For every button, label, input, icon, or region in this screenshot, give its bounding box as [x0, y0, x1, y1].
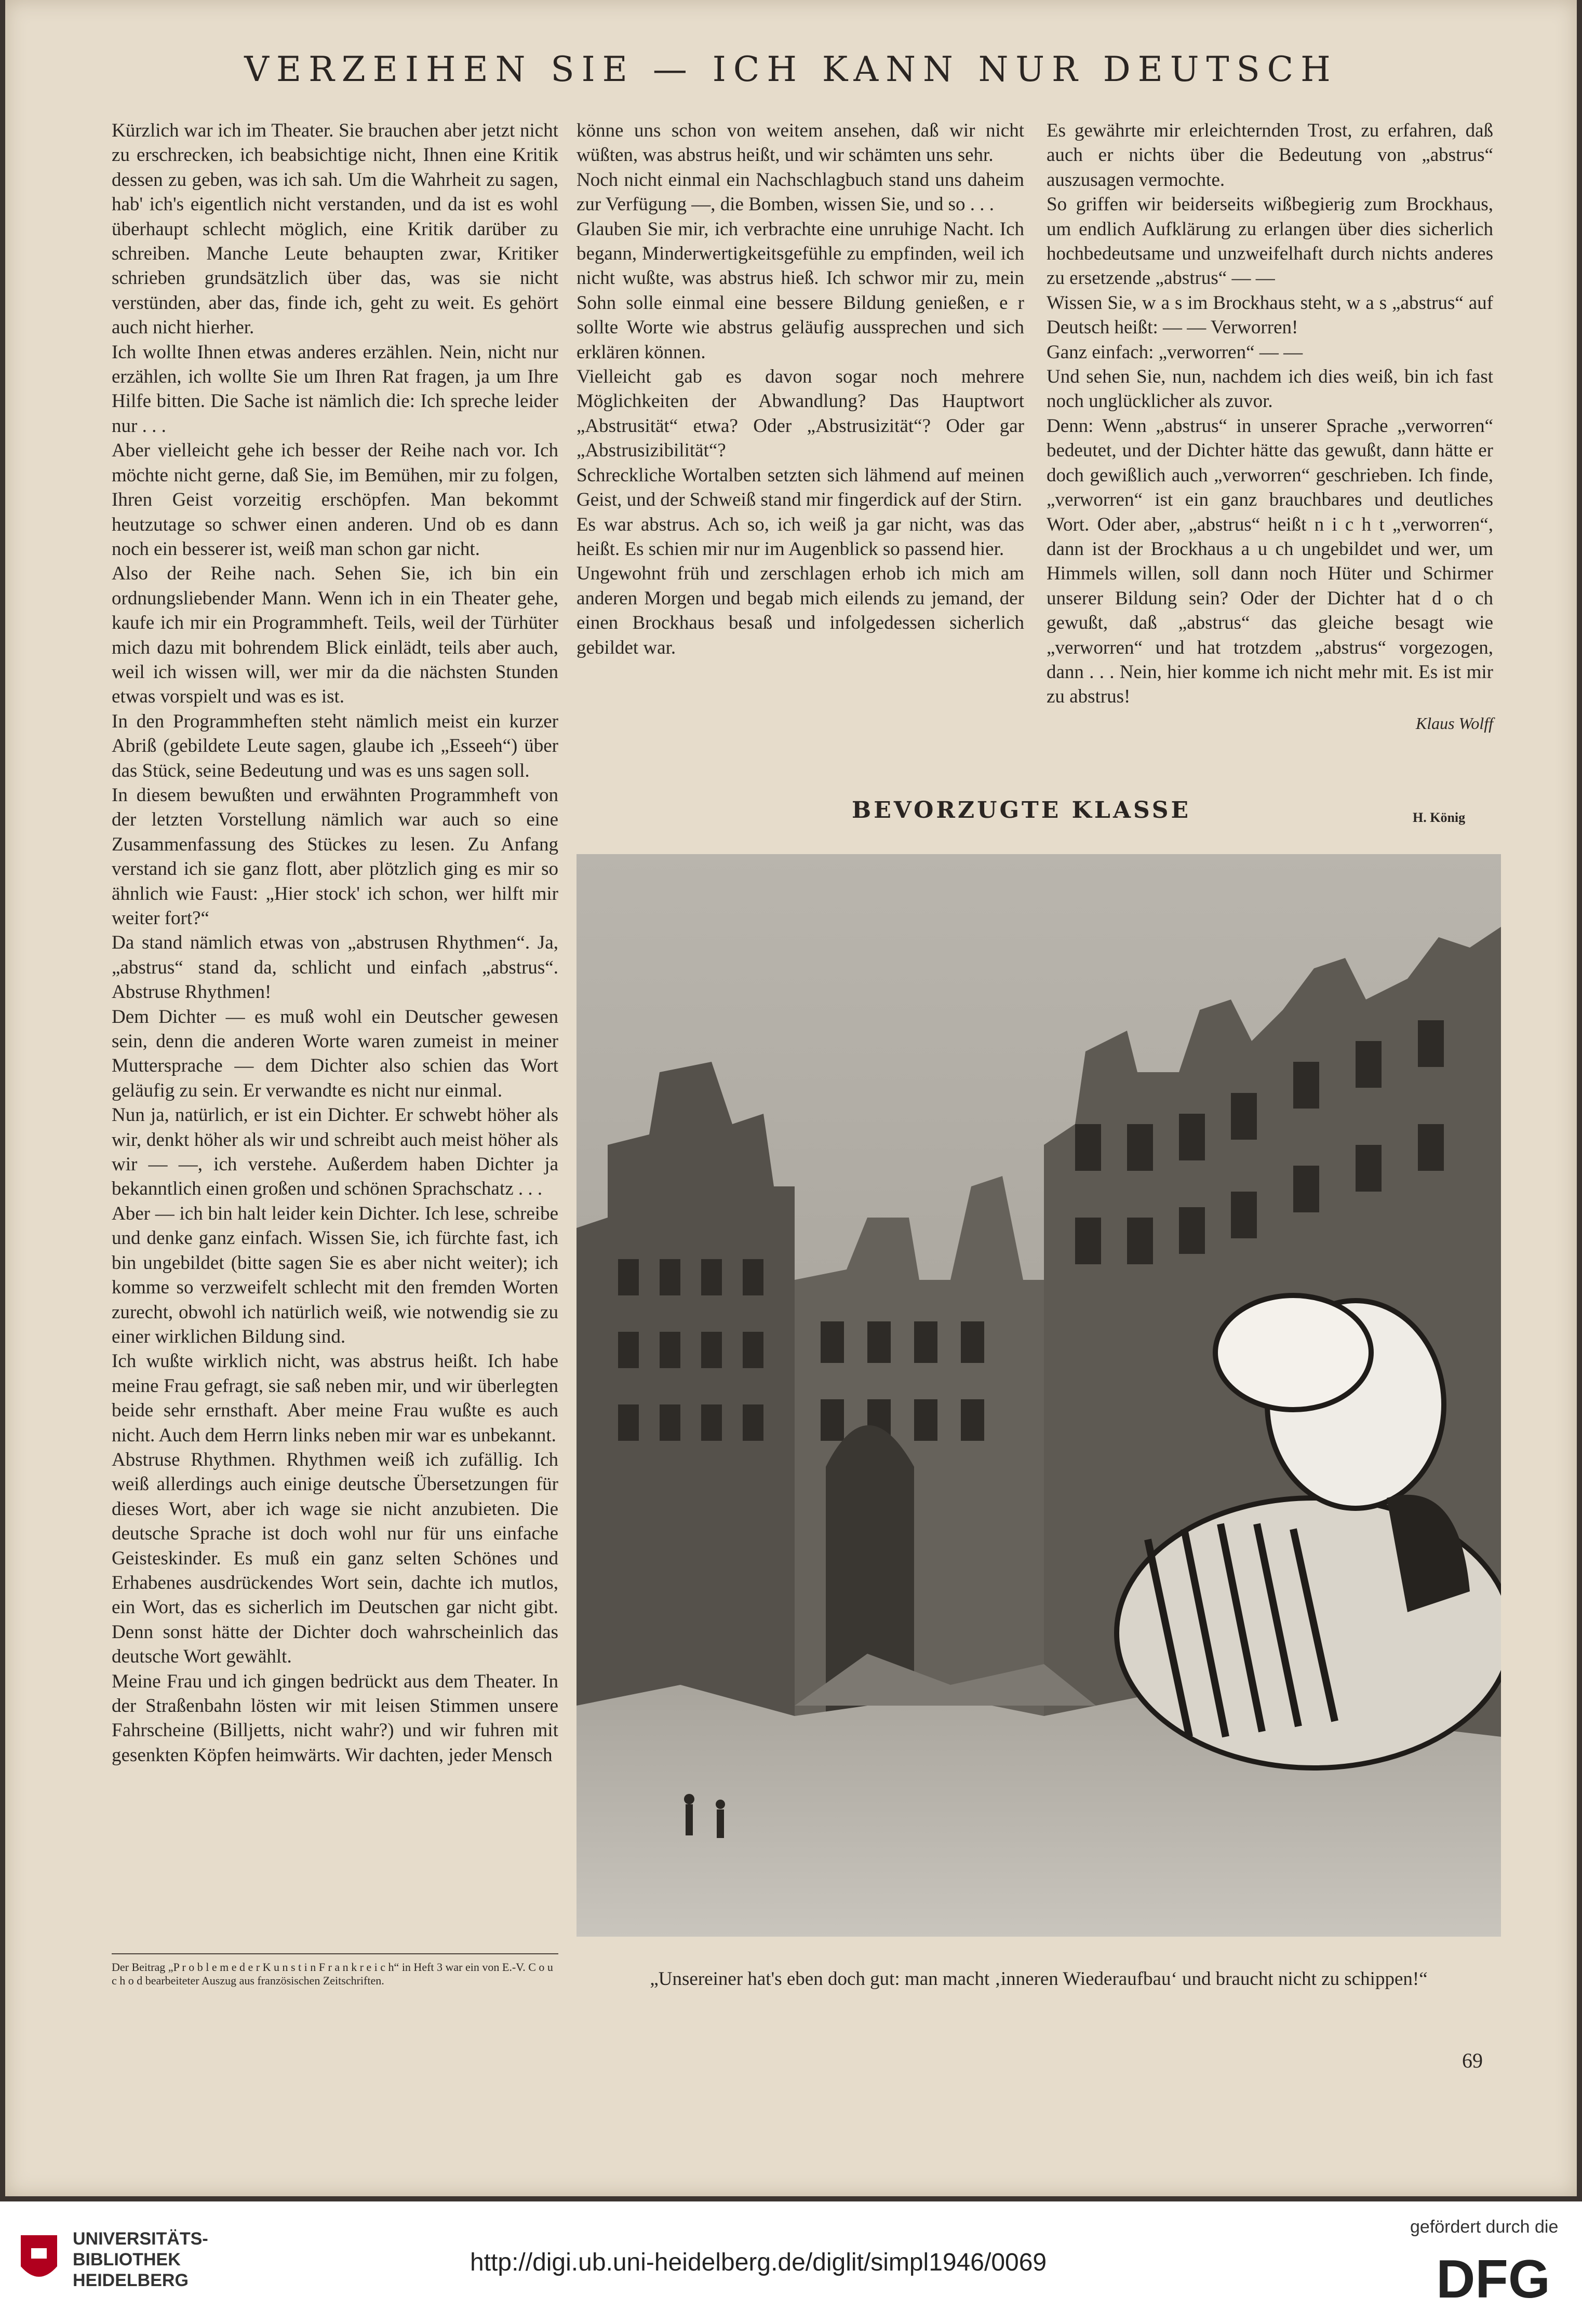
paragraph: Meine Frau und ich gingen bedrückt aus dem Theater. In der Straßenbahn lösten wir mit leisen Stimmen unsere Fahrscheine (Billjetts, nicht wahr?) und wir fuhren mit gesenkten Köpfen heimwärts. Wir dachten, jeder Mensch [112, 1670, 558, 1766]
paragraph: Schreckliche Wortalben setzten sich lähmend auf meinen Geist, und der Schweiß stand mir fingerdick auf der Stirn. [577, 464, 1024, 511]
article-column-2 [577, 118, 1024, 660]
page-number: 69 [1462, 2049, 1483, 2072]
cartoon-caption: „Unsereiner hat's eben doch gut: man macht ‚inneren Wiederaufbau‘ und braucht nicht zu schippen!“ [650, 1968, 1428, 1990]
university-seal-icon [16, 2230, 62, 2292]
funded-by-label: gefördert durch die [1410, 2217, 1559, 2237]
paragraph: Aber vielleicht gehe ich besser der Reihe nach vor. Ich möchte nicht gerne, daß Sie, im Bemühen, mir zu folgen, Ihren Geist vorzeitig erschöpfen. Man bekommt heutzutage so schwer einen anderen. Und ob es dann noch ein besserer ist, weiß man schon gar nicht. [112, 440, 558, 560]
paragraph: Es gewährte mir erleichternden Trost, zu erfahren, daß auch er nichts über die Bedeutung von „abstrus“ auszusagen vermochte. [1047, 120, 1493, 191]
paragraph: Dem Dichter — es muß wohl ein Deutscher gewesen sein, denn die anderen Worte waren zumeist in meiner Muttersprache — dem Dichter also schien das Wort geläufig zu sein. Er verwandte es nicht nur einmal. [112, 1006, 558, 1101]
paragraph: Da stand nämlich etwas von „abstrusen Rhythmen“. Ja, „abstrus“ stand da, schlicht und einfach „abstrus“. Abstruse Rhythmen! [112, 932, 558, 1003]
paragraph: könne uns schon von weitem ansehen, daß wir nicht wüßten, was abstrus heißt, und wir schämten uns sehr. [577, 120, 1024, 166]
paragraph: Kürzlich war ich im Theater. Sie brauchen aber jetzt nicht zu erschrecken, ich beabsichtige nicht, Ihnen eine Kritik dessen zu geben, was ich sah. Um die Wahrheit zu sagen, hab' ich's eigentlich nicht verstanden, und da ist es wohl überhaupt schlecht möglich, eine Kritik darüber zu schreiben. Manche Leute behaupten zwar, Kritiker schrieben grundsätzlich über das, was sie nicht verstünden, aber das, finde ich, geht zu weit. Es gehört auch nicht hierher. [112, 120, 558, 339]
paragraph: Ich wußte wirklich nicht, was abstrus heißt. Ich habe meine Frau gefragt, sie saß neben mir, und wir überlegten beide sehr ernsthaft. Aber meine Frau wußte es auch nicht. Auch dem Herrn links neben mir war es unbekannt. [112, 1350, 558, 1446]
paragraph: Ungewohnt früh und zerschlagen erhob ich mich am anderen Morgen und begab mich eilends zu jemand, der einen Brockhaus besaß und infolgedessen sicherlich gebildet war. [577, 563, 1024, 658]
paragraph: Ich wollte Ihnen etwas anderes erzählen. Nein, nicht nur erzählen, ich wollte Sie um Ihren Rat fragen, ja um Ihre Hilfe bitten. Die Sache ist nämlich die: Ich spreche leider nur . . . [112, 341, 558, 437]
paragraph: Glauben Sie mir, ich verbrachte eine unruhige Nacht. Ich begann, Minderwertigkeitsgefühle zu empfinden, weil ich nicht wußte, was abstrus hieß. Ich schwor mir zu, mein Sohn solle einmal eine bessere Bildung genießen, e r sollte Worte wie abstrus geläufig aussprechen und sich erklären können. [577, 218, 1024, 363]
source-url-link[interactable]: http://digi.ub.uni-heidelberg.de/diglit/simpl1946/0069 [470, 2249, 1047, 2276]
cartoon-title: BEVORZUGTE KLASSE [852, 797, 1191, 823]
paragraph: Ganz einfach: „verworren“ — — [1047, 341, 1303, 363]
running-title: VERZEIHEN SIE — ICH KANN NUR DEUTSCH [244, 49, 1338, 89]
paragraph: Noch nicht einmal ein Nachschlagbuch stand uns daheim zur Verfügung —, die Bomben, wissen Sie, und so . . . [577, 169, 1024, 215]
scanned-page [5, 0, 1577, 2196]
author-signature: Klaus Wolff [1415, 713, 1493, 733]
ruined-street-illustration [577, 854, 1501, 1937]
paragraph: In diesem bewußten und erwähnten Programmheft von der letzten Vorstellung nämlich war auch so eine Zusammenfassung des Stückes zu lesen. Zu Anfang verstand ich sie ganz flott, aber plötzlich ging es mir so ähnlich wie Faust: „Hier stock' ich schon, wer hilft mir weiter fort?“ [112, 784, 558, 929]
paragraph: Vielleicht gab es davon sogar noch mehrere Möglichkeiten der Abwandlung? Das Hauptwort „Abstrusität“ etwa? Oder „Abstrusizität“? Oder gar „Abstrusizibilität“? [577, 366, 1024, 462]
digitization-footer [0, 2201, 1582, 2324]
article-column-1 [112, 118, 558, 1767]
paragraph: Denn: Wenn „abstrus“ in unserer Sprache „verworren“ bedeutet, und der Dichter hätte das gewußt, dann hätte er doch gewißlich auch „verworren“ geschrieben. Ich finde, „verworren“ ist ein ganz brauchbares und deutliches Wort. Oder aber, „abstrus“ heißt n i c h t „verworren“, dann ist der Brockhaus a u ch ungebildet und wer, um Himmels willen, soll dann noch Hüter und Schirmer unserer Bildung sein? Oder der Dichter hat d o ch gewußt, daß „abstrus“ das gleiche besagt wie „verworren“ und hat trotzdem „abstrus“ vorgezogen, dann . . . Nein, hier komme ich nicht mehr mit. Es ist mir zu abstrus! [1047, 415, 1493, 708]
paragraph: Abstruse Rhythmen. Rhythmen weiß ich zufällig. Ich weiß allerdings auch einige deutsche Übersetzungen für dieses Wort, aber ich wage sie nicht anzubieten. Die deutsche Sprache ist doch wohl nur für uns einfache Geisteskinder. Es muß ein ganz selten Schönes und Erhabenes ausdrückendes Wort sein, dachte ich mutlos, ein Wort, das es sicherlich im Deutschen gar nicht gibt. Denn sonst hätte der Dichter doch wahrscheinlich das deutsche Wort gewählt. [112, 1449, 558, 1668]
paragraph: So griffen wir beiderseits wißbegierig zum Brockhaus, um endlich Aufklärung zu erlangen über dies sicherlich hochbedeutsame und unzweifelhaft durch nichts anderes zu ersetzende „abstrus“ — — [1047, 194, 1493, 289]
cartoon-artist: H. König [1413, 810, 1466, 825]
dfg-logo: DFG [1436, 2249, 1550, 2309]
university-library-name: UNIVERSITÄTS- BIBLIOTHEK HEIDELBERG [73, 2229, 208, 2290]
paragraph: In den Programmheften steht nämlich meist ein kurzer Abriß (gebildete Leute sagen, glaube ich „Esseeh“) über das Stück, seine Bedeutung und was es uns sagen soll. [112, 710, 558, 781]
paragraph: Es war abstrus. Ach so, ich weiß ja gar nicht, was das heißt. Es schien mir nur im Augenblick so passend hier. [577, 514, 1024, 560]
paragraph: Aber — ich bin halt leider kein Dichter. Ich lese, schreibe und denke ganz einfach. Wissen Sie, ich fürchte fast, ich bin ungebildet (bitte sagen Sie es aber nicht weiter); ich komme so verzweifelt schlecht mit den fremden Worten zurecht, obwohl ich natürlich weiß, wie notwendig sie zu einer wirklichen Bildung sind. [112, 1202, 558, 1347]
paragraph: Nun ja, natürlich, er ist ein Dichter. Er schwebt höher als wir, denkt höher als wir und schreibt auch meist höher als wir — —, ich verstehe. Außerdem haben Dichter ja bekanntlich einen großen und schönen Sprachschatz . . . [112, 1104, 558, 1200]
paragraph: Wissen Sie, w a s im Brockhaus steht, w a s „abstrus“ auf Deutsch heißt: — — Verworren! [1047, 292, 1493, 339]
editorial-footnote: Der Beitrag „P r o b l e m e d e r K u n s t i n F r a n k r e i c h“ in Heft 3 war ein von E.-V. C o u c h o d bearbeiteter Auszug aus französischen Zeitschriften. [112, 1953, 558, 1988]
paragraph: Und sehen Sie, nun, nachdem ich dies weiß, bin ich fast noch unglücklicher als zuvor. [1047, 366, 1493, 412]
paragraph: Also der Reihe nach. Sehen Sie, ich bin ein ordnungsliebender Mann. Wenn ich in ein Theater gehe, kaufe ich mir ein Programmheft. Teils, weil der Türhüter mich dazu mit bohrendem Blick einlädt, teils aber auch, weil ich wissen will, wer mir da die nächsten Stunden etwas vorspielt und was es ist. [112, 563, 558, 708]
article-column-3 [1047, 118, 1493, 736]
cartoon-photo-collage [577, 854, 1501, 1937]
